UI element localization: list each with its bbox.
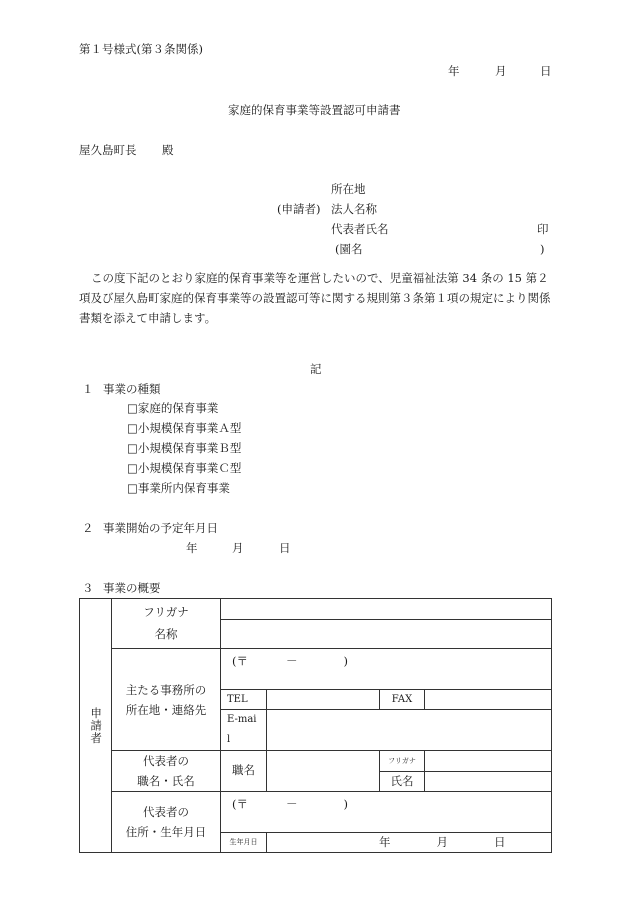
title-field[interactable] bbox=[267, 751, 380, 792]
facility-name-field[interactable] bbox=[221, 620, 552, 649]
postal-open: (〒 bbox=[232, 654, 248, 668]
start-month-label: 月 bbox=[232, 541, 244, 555]
rep-postal-close: ) bbox=[343, 797, 348, 811]
business-type-option[interactable]: □小規模保育事業Ａ型 bbox=[127, 421, 242, 435]
rep-label-line2: 職名・氏名 bbox=[137, 774, 195, 788]
rep-postal-open: (〒 bbox=[232, 797, 248, 811]
section1-heading: 事業の種類 bbox=[103, 382, 161, 396]
section3-heading: 事業の概要 bbox=[103, 581, 161, 595]
name-label: 名称 bbox=[154, 626, 178, 641]
birthdate-field[interactable] bbox=[267, 833, 552, 853]
name-label-cell: 氏名 bbox=[380, 771, 425, 792]
addressee-honorific: 殿 bbox=[162, 143, 174, 157]
applicant-rep-name-label: 代表者氏名 bbox=[331, 222, 389, 236]
postal-close: ) bbox=[343, 654, 348, 668]
rep-address-label-line2: 住所・生年月日 bbox=[125, 825, 207, 839]
email-label-cell bbox=[221, 710, 267, 751]
seal-mark: 印 bbox=[537, 222, 549, 236]
email-field[interactable] bbox=[267, 710, 552, 751]
ki-marker: 記 bbox=[310, 362, 322, 376]
rep-furigana-field[interactable] bbox=[425, 751, 552, 772]
rep-name-field[interactable] bbox=[425, 771, 552, 792]
rep-label-line1: 代表者の bbox=[143, 754, 189, 768]
furigana-label: フリガナ bbox=[143, 605, 189, 620]
office-label: 主たる事務所の所在地・連絡先 bbox=[125, 682, 207, 717]
facility-name-close: ) bbox=[540, 242, 545, 256]
application-statement: この度下記のとおり家庭的保育事業等を運営したいので、児童福祉法第 34 条の 15 第２項及び屋久島町家庭的保育事業等の設置認可等に関する規則第３条第１項の規定により関係書類を添えて申請します。 bbox=[79, 271, 551, 325]
business-overview-table bbox=[79, 598, 552, 853]
tel-field[interactable] bbox=[267, 690, 380, 710]
business-type-option[interactable]: □事業所内保育事業 bbox=[127, 481, 230, 495]
applicant-label: (申請者) bbox=[277, 202, 321, 216]
date-year-label: 年 bbox=[448, 64, 460, 78]
section2-number: ２ bbox=[82, 521, 94, 535]
date-month-label: 月 bbox=[495, 64, 507, 78]
birth-month-label: 月 bbox=[436, 834, 448, 849]
applicant-corp-name-label: 法人名称 bbox=[331, 202, 377, 216]
applicant-vertical-label: 申請者 bbox=[80, 599, 112, 853]
addressee-name: 屋久島町長 bbox=[79, 143, 137, 157]
business-type-option[interactable]: □小規模保育事業Ｂ型 bbox=[127, 441, 242, 455]
title-label: 職名 bbox=[221, 751, 267, 792]
office-label-cell bbox=[112, 649, 221, 751]
rep-label-cell bbox=[112, 751, 221, 792]
birth-year-label: 年 bbox=[379, 834, 391, 849]
section3-number: ３ bbox=[82, 581, 94, 595]
rep-address-label-cell bbox=[112, 792, 221, 853]
facility-name-header bbox=[112, 599, 221, 649]
rep-address-field[interactable] bbox=[221, 792, 552, 833]
section1-number: １ bbox=[82, 382, 94, 396]
office-address-field[interactable] bbox=[221, 649, 552, 690]
applicant-address-label: 所在地 bbox=[331, 182, 366, 196]
document-title: 家庭的保育事業等設置認可申請書 bbox=[228, 103, 401, 117]
email-label-line1: E-mai bbox=[227, 714, 257, 725]
facility-furigana-field[interactable] bbox=[221, 599, 552, 620]
start-year-label: 年 bbox=[186, 541, 198, 555]
facility-name-open: (園名 bbox=[335, 242, 363, 256]
business-type-option[interactable]: □家庭的保育事業 bbox=[127, 401, 219, 415]
business-type-option[interactable]: □小規模保育事業Ｃ型 bbox=[127, 461, 242, 475]
date-day-label: 日 bbox=[540, 64, 552, 78]
start-day-label: 日 bbox=[279, 541, 291, 555]
section2-heading: 事業開始の予定年月日 bbox=[103, 521, 218, 535]
fax-label: FAX bbox=[380, 690, 425, 710]
email-label-line2: l bbox=[227, 734, 231, 745]
postal-dash: － bbox=[286, 654, 298, 668]
fax-field[interactable] bbox=[425, 690, 552, 710]
rep-postal-dash: － bbox=[286, 797, 298, 811]
birthdate-label: 生年月日 bbox=[221, 833, 267, 853]
furigana-small-label: フリガナ bbox=[380, 751, 425, 772]
rep-address-label-line1: 代表者の bbox=[143, 805, 189, 819]
birth-day-label: 日 bbox=[494, 834, 506, 849]
tel-label: TEL bbox=[221, 690, 267, 710]
form-number: 第１号様式(第３条関係) bbox=[79, 42, 203, 56]
